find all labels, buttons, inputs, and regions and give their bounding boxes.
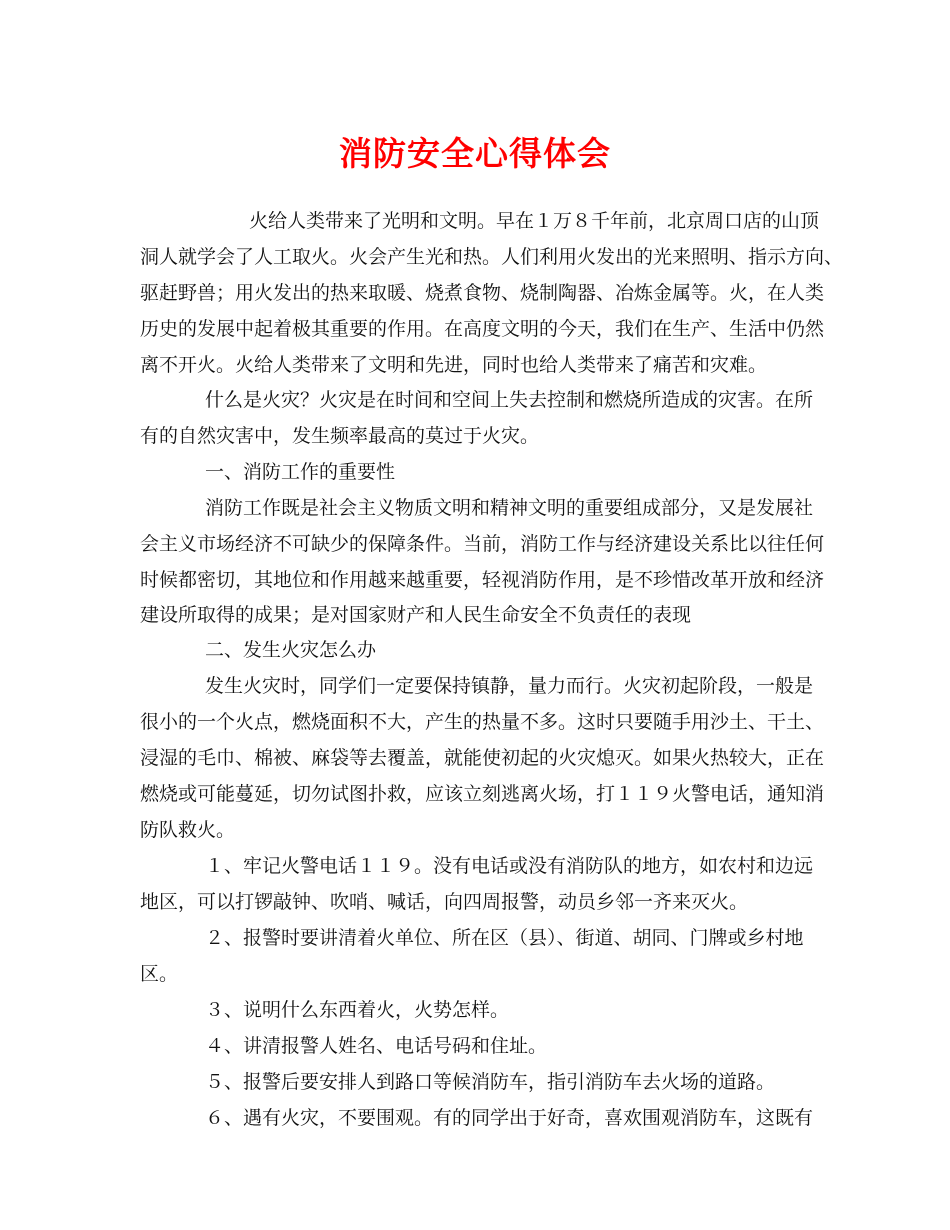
paragraph-line: 洞人就学会了人工取火。火会产生光和热。人们利用火发出的光来照明、指示方向、	[140, 246, 844, 268]
list-item: ３、说明什么东西着火，火势怎样。	[205, 999, 510, 1021]
list-item-continuation: 区。	[140, 963, 179, 985]
paragraph-line: 有的自然灾害中，发生频率最高的莫过于火灾。	[140, 425, 540, 447]
paragraph-line: 浸湿的毛巾、棉被、麻袋等去覆盖，就能使初起的火灾熄灭。如果火热较大，正在	[140, 747, 825, 769]
paragraph-line: 火给人类带来了光明和文明。早在１万８千年前，北京周口店的山顶	[249, 210, 820, 232]
list-item: ２、报警时要讲清着火单位、所在区（县）、街道、胡同、门牌或乡村地	[205, 927, 804, 949]
paragraph-line: 离不开火。火给人类带来了文明和先进，同时也给人类带来了痛苦和灾难。	[140, 354, 768, 376]
paragraph-line: 时候都密切，其地位和作用越来越重要，轻视消防作用，是不珍惜改革开放和经济	[140, 569, 825, 591]
paragraph-line: 什么是火灾？火灾是在时间和空间上失去控制和燃烧所造成的灾害。在所	[205, 389, 814, 411]
paragraph-line: 驱赶野兽；用火发出的热来取暖、烧煮食物、烧制陶器、冶炼金属等。火，在人类	[140, 282, 825, 304]
paragraph-line: 发生火灾时，同学们一定要保持镇静，量力而行。火灾初起阶段，一般是	[205, 675, 814, 697]
list-item: ４、讲清报警人姓名、电话号码和住址。	[205, 1035, 548, 1057]
list-item: ６、遇有火灾，不要围观。有的同学出于好奇，喜欢围观消防车，这既有	[205, 1107, 814, 1129]
paragraph-line: 建设所取得的成果；是对国家财产和人民生命安全不负责任的表现	[140, 604, 692, 626]
section-heading: 一、消防工作的重要性	[205, 461, 396, 483]
list-item: ５、报警后要安排人到路口等候消防车，指引消防车去火场的道路。	[205, 1071, 776, 1093]
paragraph-line: 消防工作既是社会主义物质文明和精神文明的重要组成部分，又是发展社	[205, 497, 814, 519]
list-item-continuation: 地区，可以打锣敲钟、吹哨、喊话，向四周报警，动员乡邻一齐来灭火。	[140, 891, 749, 913]
paragraph-line: 会主义市场经济不可缺少的保障条件。当前，消防工作与经济建设关系比以往任何	[140, 533, 825, 555]
paragraph-line: 燃烧或可能蔓延，切勿试图扑救，应该立刻逃离火场，打１１９火警电话，通知消	[140, 783, 825, 805]
paragraph-line: 历史的发展中起着极其重要的作用。在高度文明的今天，我们在生产、生活中仍然	[140, 318, 825, 340]
paragraph-line: 很小的一个火点，燃烧面积不大，产生的热量不多。这时只要随手用沙土、干土、	[140, 711, 825, 733]
document-title: 消防安全心得体会	[339, 134, 611, 173]
paragraph-line: 防队救火。	[140, 819, 236, 841]
list-item: １、牢记火警电话１１９。没有电话或没有消防队的地方，如农村和边远	[205, 855, 814, 877]
section-heading: 二、发生火灾怎么办	[205, 639, 377, 661]
